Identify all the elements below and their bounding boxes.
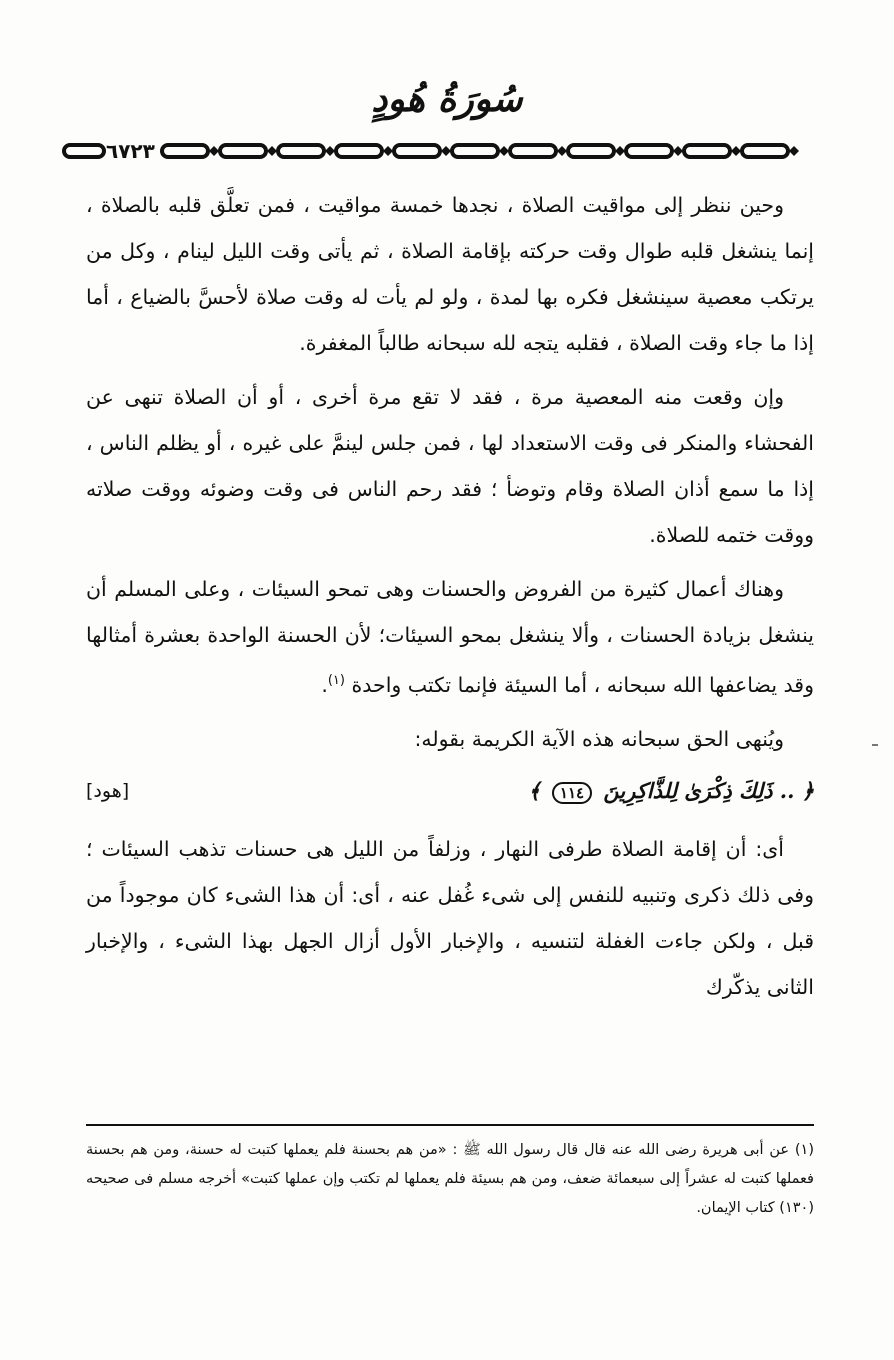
verse-surah-reference: [هود] [86,779,130,802]
border-diamond [383,146,393,156]
footnote-marker[interactable]: (١) [327,673,345,688]
border-link [336,145,382,157]
paragraph-text: وإن وقعت منه المعصية مرة ، فقد لا تقع مرة أخرى ، أو أن الصلاة تنهى عن الفحشاء والمنكر فى وقت الاستعداد لها ، فمن جلس لينمَّ على غيره ، أو يظلم الناس ، إذا ما سمع أذان الصلاة وقام وتوضأ ؛ فقد رحم الناس فى وقت وضوئه ووقت صلاته ووقت ختمه للصلاة. [86,385,814,547]
verse-open-bracket: ﴿ [801,777,814,803]
border-link [510,145,556,157]
border-link [162,145,208,157]
margin-mark [872,744,878,746]
border-link [64,145,104,157]
border-diamond [557,146,567,156]
verse-intro: ويُنهى الحق سبحانه هذه الآية الكريمة بقوله: [414,726,784,751]
border-link [278,145,324,157]
border-link [568,145,614,157]
ornamental-border [62,138,822,164]
quran-verse-row [86,768,814,818]
border-link [220,145,266,157]
paragraph: أى: أن إقامة الصلاة طرفى النهار ، وزلفاً من الليل هى حسنات تذهب السيئات ؛ وفى ذلك ذكرى وتنبيه للنفس إلى شىء غُفل عنه ، أى: أن هذا الشىء كان موجوداً من قبل ، ولكن جاءت الغفلة لتنسيه ، والإخبار الأول أزال الجهل بهذا الشىء ، والإخبار الثانى يذكّرك [86,836,814,999]
surah-title: سُورَةُ هُودٍ [371,78,523,120]
border-link [626,145,672,157]
border-diamond [209,146,219,156]
border-diamond [441,146,451,156]
border-diamond [731,146,741,156]
border-diamond [325,146,335,156]
main-text [86,182,814,1018]
border-diamond [499,146,509,156]
border-link [742,145,788,157]
paragraph-text: وهناك أعمال كثيرة من الفروض والحسنات وهى تمحو السيئات ، وعلى المسلم أن ينشغل بزيادة الحسنات ، وألا ينشغل بمحو السيئات؛ لأن الحسنة الواحدة بعشرة أمثالها وقد يضاعفها الله سبحانه ، أما السيئة فإنما تكتب واحدة [86,577,814,697]
quran-verse [528,768,814,814]
border-link [394,145,440,157]
verse-close-bracket: ﴾ [528,777,541,803]
border-link [452,145,498,157]
border-diamond [673,146,683,156]
footnote: (١) عن أبى هريرة رضى الله عنه قال قال رسول الله ﷺ : «من هم بحسنة فلم يعملها كتبت له حسنة، ومن هم بحسنة فعملها كتبت له عشراً إلى سبعمائة ضعف، ومن هم بسيئة فلم يعملها لم تكتب وإن عملها كتبت» أخرجه مسلم فى صحيحه (١٣٠) كتاب الإيمان. [86,1142,814,1216]
paragraph [86,374,814,558]
paragraph: وحين ننظر إلى مواقيت الصلاة ، نجدها خمسة مواقيت ، فمن تعلَّق قلبه بالصلاة ، إنما ينشغل قلبه طوال وقت حركته بإقامة الصلاة ، ثم يأتى وقت الليل لينام ، وكل من يرتكب معصية سينشغل فكره بها لمدة ، ولو لم يأت له وقت صلاة لأحسَّ بالضياع ، أما إذا ما جاء وقت الصلاة ، فقلبه يتجه لله سبحانه طالباً المغفرة. [86,193,814,355]
border-diamond [789,146,799,156]
page-number: ٦٧٢٣ [106,139,155,163]
footnote-divider [86,1124,814,1126]
verse-text: .. ذَلِكَ ذِكْرَىٰ لِلذَّاكِرِينَ [603,777,795,803]
border-diamond [267,146,277,156]
paragraph: وهناك أعمال كثيرة من الفروض والحسنات وهى تمحو السيئات ، وعلى المسلم أن ينشغل بزيادة الحسنات ، وألا ينشغل بمحو السيئات؛ لأن الحسنة الواحدة بعشرة أمثالها وقد يضاعفها الله سبحانه ، أما السيئة فإنما تكتب واحدة $^{(١)}$. [86,577,814,697]
verse-number: ١١٤ [552,782,592,804]
border-diamond [615,146,625,156]
border-link [684,145,730,157]
